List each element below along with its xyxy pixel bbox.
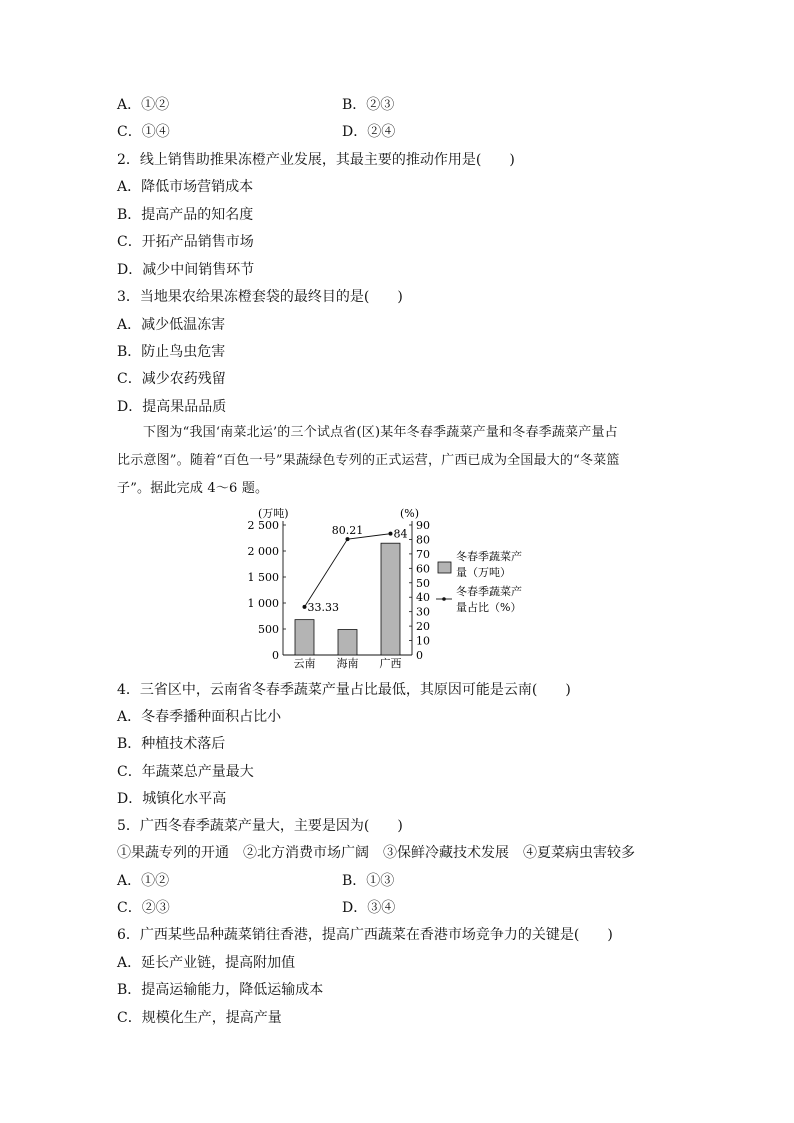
legend-bar-label-2: 量（万吨） xyxy=(456,566,511,579)
share-data-label: 33.33 xyxy=(307,600,339,614)
right-tick-label: 0 xyxy=(416,649,423,662)
q5-option-c: C．②③ xyxy=(117,900,170,916)
vegetable-chart xyxy=(240,505,560,670)
left-tick-label: 2 000 xyxy=(247,545,279,558)
legend-line-label-1: 冬春季蔬菜产 xyxy=(456,585,522,598)
left-tick-label: 500 xyxy=(258,623,279,636)
legend-line-marker xyxy=(442,597,446,601)
q2-option-d: D．减少中间销售环节 xyxy=(117,262,255,278)
left-tick-label: 2 500 xyxy=(247,519,279,532)
share-data-label: 84 xyxy=(393,527,408,541)
q3-stem: 3．当地果农给果冻橙套袋的最终目的是( ) xyxy=(117,289,403,305)
q6-stem: 6．广西某些品种蔬菜销往香港，提高广西蔬菜在香港市场竞争力的关键是( ) xyxy=(117,927,613,943)
q5-option-d: D．③④ xyxy=(342,900,396,916)
q5-option-b: B．①③ xyxy=(342,873,395,889)
right-tick-label: 20 xyxy=(416,620,430,634)
right-tick-label: 30 xyxy=(416,605,430,619)
q1-option-a: A．①② xyxy=(117,97,170,113)
right-tick-label: 40 xyxy=(416,591,430,605)
right-tick-label: 70 xyxy=(416,547,430,561)
bar-1 xyxy=(338,630,357,655)
legend-bar-label-1: 冬春季蔬菜产 xyxy=(456,550,522,563)
q2-option-a: A．降低市场营销成本 xyxy=(117,179,254,195)
right-tick-label: 10 xyxy=(416,634,430,648)
q3-option-b: B．防止鸟虫危害 xyxy=(117,344,226,360)
q3-option-c: C．减少农药残留 xyxy=(117,371,226,387)
q2-option-c: C．开拓产品销售市场 xyxy=(117,234,254,250)
q3-option-a: A．减少低温冻害 xyxy=(117,317,226,333)
category-label: 广西 xyxy=(379,657,402,670)
q2-option-b: B．提高产品的知名度 xyxy=(117,207,254,223)
right-tick-label: 50 xyxy=(416,576,430,590)
chart-bars xyxy=(295,543,400,655)
left-tick-label: 1 500 xyxy=(247,571,279,584)
share-line xyxy=(305,534,391,607)
legend-line-label-2: 量占比（%） xyxy=(456,601,522,614)
intro-line-2: 比示意图”。随着“百色一号”果蔬绿色专列的正式运营，广西已成为全国最大的“冬菜篮 xyxy=(117,453,620,468)
share-data-label: 80.21 xyxy=(331,524,364,538)
left-tick-label: 0 xyxy=(272,649,279,662)
share-point xyxy=(303,605,307,609)
q4-option-b: B．种植技术落后 xyxy=(117,736,226,752)
q5-option-a: A．①② xyxy=(117,873,170,889)
right-tick-label: 60 xyxy=(416,562,430,576)
q5-stem: 5．广西冬春季蔬菜产量大，主要是因为( ) xyxy=(117,818,403,834)
q6-option-b: B．提高运输能力，降低运输成本 xyxy=(117,982,324,998)
legend-bar-swatch xyxy=(438,562,451,573)
q4-option-a: A．冬春季播种面积占比小 xyxy=(117,709,282,725)
share-point xyxy=(346,537,350,541)
bar-2 xyxy=(381,543,400,655)
q4-option-c: C．年蔬菜总产量最大 xyxy=(117,764,254,780)
q1-option-d: D．②④ xyxy=(342,124,396,140)
bar-0 xyxy=(295,620,314,655)
right-tick-label: 80 xyxy=(416,533,430,547)
share-point xyxy=(389,532,393,536)
right-tick-label: 90 xyxy=(416,519,430,532)
intro-line-1: 下图为“我国‘南菜北运’的三个试点省(区)某年冬春季蔬菜产量和冬春季蔬菜产量占 xyxy=(143,425,618,440)
q4-option-d: D．城镇化水平高 xyxy=(117,791,227,807)
intro-line-3: 子”。据此完成 4～6 题。 xyxy=(117,481,269,496)
category-label: 海南 xyxy=(336,657,359,670)
q4-stem: 4．三省区中，云南省冬春季蔬菜产量占比最低，其原因可能是云南( ) xyxy=(117,682,571,698)
left-axis-unit: (万吨) xyxy=(258,507,289,520)
left-tick-label: 1 000 xyxy=(247,597,279,610)
category-label: 云南 xyxy=(293,657,316,670)
q1-option-c: C．①④ xyxy=(117,124,170,140)
q5-items: ①果蔬专列的开通 ②北方消费市场广阔 ③保鲜冷藏技术发展 ④夏菜病虫害较多 xyxy=(117,845,635,861)
q2-stem: 2．线上销售助推果冻橙产业发展，其最主要的推动作用是( ) xyxy=(117,152,515,168)
q3-option-d: D．提高果品品质 xyxy=(117,399,227,415)
intro-paragraph xyxy=(117,424,677,508)
q6-option-a: A．延长产业链，提高附加值 xyxy=(117,955,296,971)
q1-option-b: B．②③ xyxy=(342,97,395,113)
right-axis-unit: (%) xyxy=(400,507,420,520)
q6-option-c: C．规模化生产，提高产量 xyxy=(117,1010,282,1026)
